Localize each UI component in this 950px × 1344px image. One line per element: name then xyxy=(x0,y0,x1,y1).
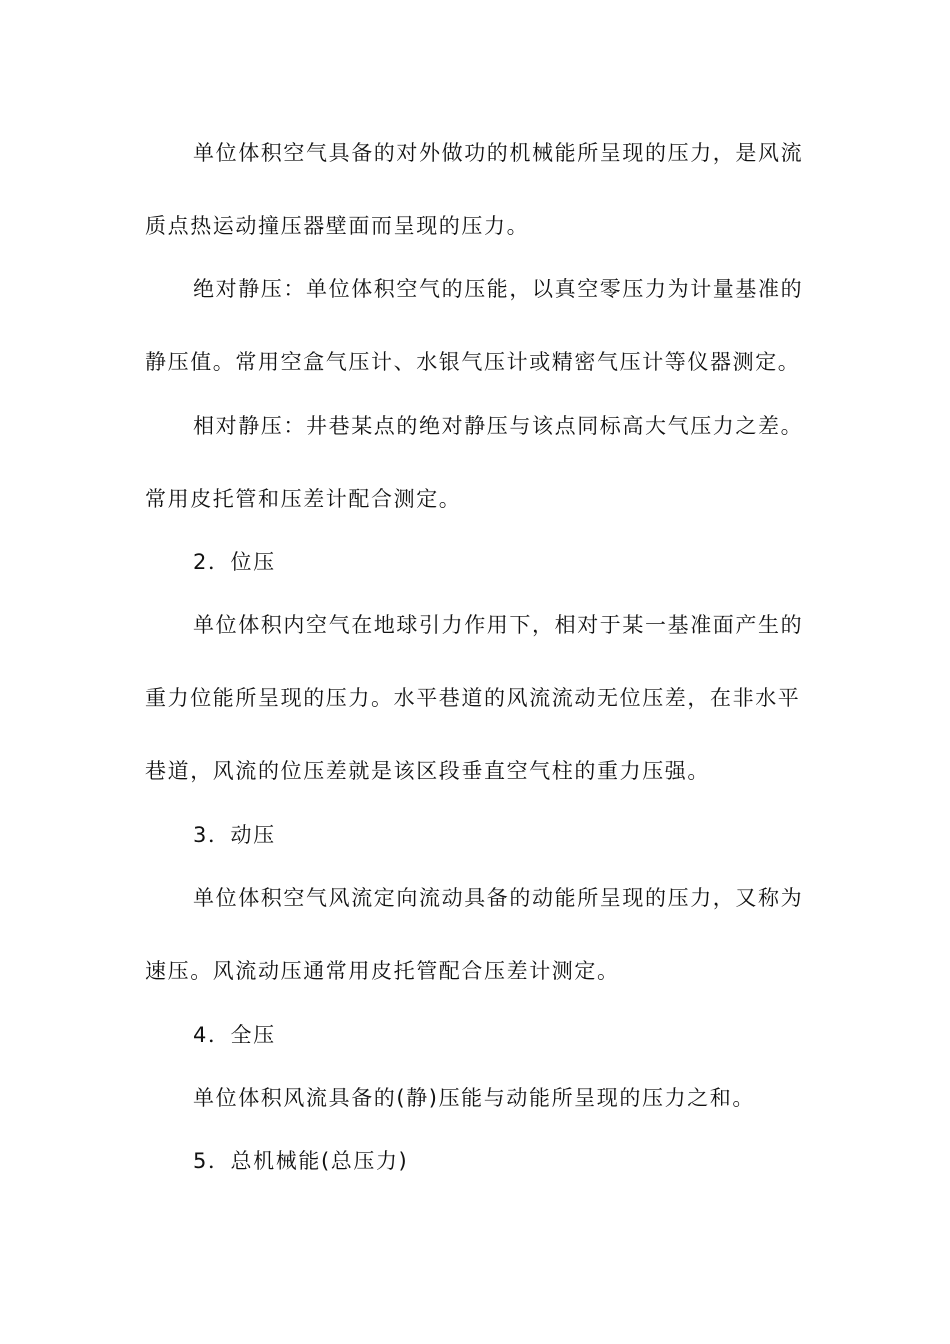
paragraph-line: 重力位能所呈现的压力。水平巷道的风流流动无位压差，在非水平 xyxy=(145,686,801,710)
paragraph-line: 常用皮托管和压差计配合测定。 xyxy=(145,487,462,511)
section-heading: 5．总机械能(总压力) xyxy=(193,1149,409,1173)
paragraph-line: 单位体积空气风流定向流动具备的动能所呈现的压力，又称为 xyxy=(193,886,804,910)
section-heading: 4．全压 xyxy=(193,1023,276,1047)
paragraph-line: 巷道，风流的位压差就是该区段垂直空气柱的重力压强。 xyxy=(145,759,710,783)
paragraph-line: 单位体积风流具备的(静)压能与动能所呈现的压力之和。 xyxy=(193,1086,755,1110)
paragraph-line: 单位体积内空气在地球引力作用下，相对于某一基准面产生的 xyxy=(193,613,804,637)
paragraph-line: 质点热运动撞压器壁面而呈现的压力。 xyxy=(145,214,530,238)
section-heading: 2．位压 xyxy=(193,550,276,574)
paragraph-line: 单位体积空气具备的对外做功的机械能所呈现的压力，是风流 xyxy=(193,141,804,165)
section-heading: 3．动压 xyxy=(193,823,276,847)
paragraph-line: 静压值。常用空盒气压计、水银气压计或精密气压计等仪器测定。 xyxy=(145,350,801,374)
paragraph-line: 速压。风流动压通常用皮托管配合压差计测定。 xyxy=(145,959,620,983)
paragraph-line: 相对静压：井巷某点的绝对静压与该点同标高大气压力之差。 xyxy=(193,414,804,438)
paragraph-line: 绝对静压：单位体积空气的压能，以真空零压力为计量基准的 xyxy=(193,277,804,301)
